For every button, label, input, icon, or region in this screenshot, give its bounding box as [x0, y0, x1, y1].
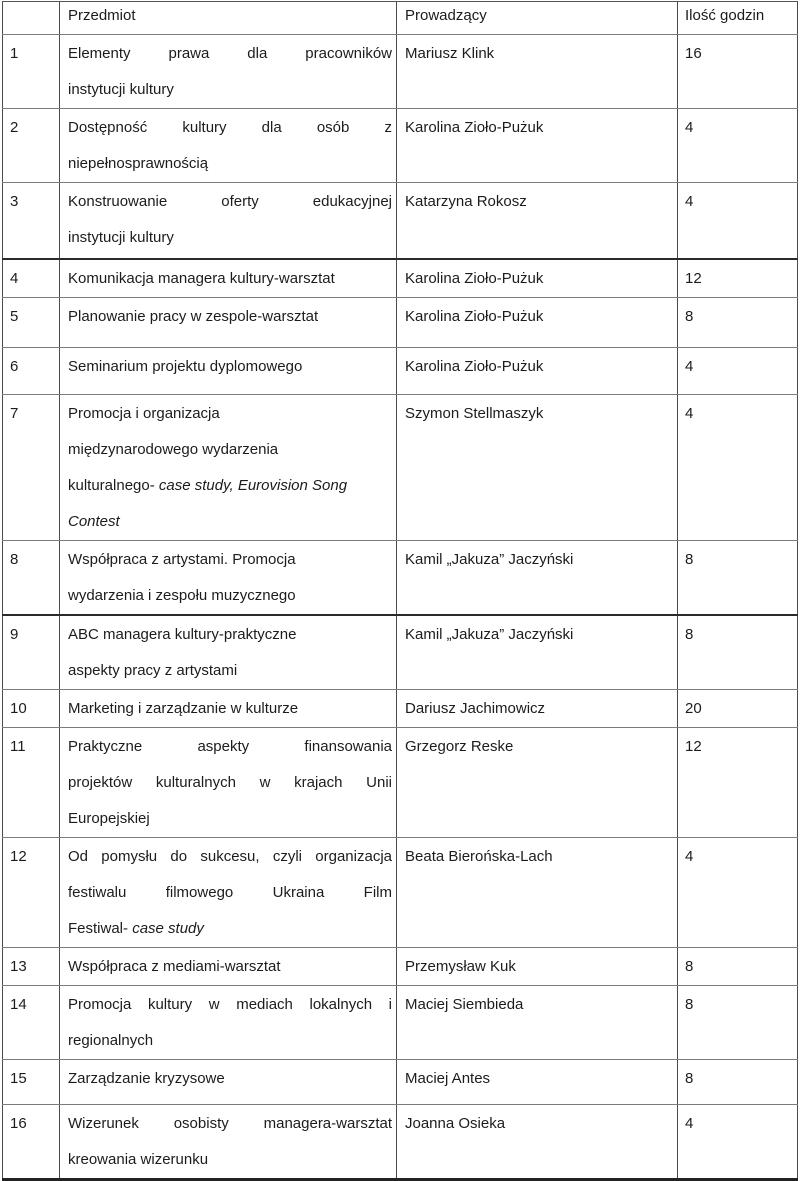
course-table — [2, 1, 798, 1181]
lecturer-cell: Karolina Zioło-Pużuk — [397, 347, 678, 394]
subject-line: Promocja kultury w mediach lokalnych i — [68, 995, 392, 1013]
subject-line: ABC managera kultury-praktyczne — [68, 625, 297, 643]
row-number-cell: 6 — [3, 347, 60, 394]
table-row — [3, 947, 798, 985]
lecturer-cell: Karolina Zioło-Pużuk — [397, 259, 678, 298]
table-row — [3, 727, 798, 837]
table-body — [3, 35, 798, 1180]
row-number-cell: 9 — [3, 615, 60, 690]
hours-cell: 8 — [678, 297, 798, 347]
hours-cell: 16 — [678, 35, 798, 109]
subject-line: Promocja i organizacja — [68, 404, 220, 422]
hours-cell: 4 — [678, 183, 798, 259]
subject-line: Wizerunek osobisty managera-warsztat — [68, 1114, 392, 1132]
row-number-cell: 15 — [3, 1059, 60, 1104]
subject-cell — [60, 540, 397, 615]
subject-line: festiwalu filmowego Ukraina Film — [68, 883, 392, 901]
table-row — [3, 837, 798, 947]
subject-cell — [60, 183, 397, 259]
hours-cell: 8 — [678, 615, 798, 690]
hours-cell: 4 — [678, 837, 798, 947]
subject-line: Contest — [68, 512, 120, 530]
header-row — [3, 2, 798, 35]
row-number-cell: 16 — [3, 1104, 60, 1179]
table-row — [3, 985, 798, 1059]
table-row — [3, 394, 798, 540]
subject-cell — [60, 35, 397, 109]
header-lecturer: Prowadzący — [397, 2, 678, 35]
subject-line: kreowania wizerunku — [68, 1150, 209, 1168]
subject-line: Europejskiej — [68, 809, 150, 827]
lecturer-cell: Maciej Siembieda — [397, 985, 678, 1059]
lecturer-cell: Joanna Osieka — [397, 1104, 678, 1179]
hours-cell: 8 — [678, 1059, 798, 1104]
row-number-cell: 13 — [3, 947, 60, 985]
subject-line: Elementy prawa dla pracowników — [68, 45, 392, 62]
hours-cell: 12 — [678, 727, 798, 837]
table-row — [3, 689, 798, 727]
row-number-cell: 1 — [3, 35, 60, 109]
lecturer-cell: Karolina Zioło-Pużuk — [397, 297, 678, 347]
subject-line: Konstruowanie oferty edukacyjnej — [68, 193, 392, 210]
row-number-cell: 10 — [3, 689, 60, 727]
row-number-cell: 2 — [3, 109, 60, 183]
subject-line: Zarządzanie kryzysowe — [68, 1069, 225, 1087]
lecturer-cell: Karolina Zioło-Pużuk — [397, 109, 678, 183]
header-hours: Ilość godzin — [678, 2, 798, 35]
subject-line: Współpraca z mediami-warsztat — [68, 957, 281, 975]
subject-line: wydarzenia i zespołu muzycznego — [68, 586, 296, 604]
subject-cell — [60, 837, 397, 947]
lecturer-cell: Kamil „Jakuza” Jaczyński — [397, 540, 678, 615]
hours-cell: 8 — [678, 985, 798, 1059]
subject-cell — [60, 727, 397, 837]
table-row — [3, 35, 798, 109]
subject-line: Seminarium projektu dyplomowego — [68, 357, 303, 375]
subject-cell — [60, 394, 397, 540]
table-row — [3, 109, 798, 183]
header-subject: Przedmiot — [60, 2, 397, 35]
table-row — [3, 540, 798, 615]
subject-line: Marketing i zarządzanie w kulturze — [68, 699, 299, 717]
subject-cell — [60, 615, 397, 690]
row-number-cell: 3 — [3, 183, 60, 259]
row-number-cell: 8 — [3, 540, 60, 615]
subject-line: Dostępność kultury dla osób z — [68, 119, 392, 136]
subject-line: projektów kulturalnych w krajach Unii — [68, 773, 392, 791]
subject-cell — [60, 109, 397, 183]
hours-cell: 4 — [678, 347, 798, 394]
table-row — [3, 297, 798, 347]
subject-line: regionalnych — [68, 1031, 154, 1049]
row-number-cell: 11 — [3, 727, 60, 837]
subject-cell — [60, 347, 397, 394]
hours-cell: 4 — [678, 1104, 798, 1179]
lecturer-cell: Beata Bierońska-Lach — [397, 837, 678, 947]
subject-cell — [60, 689, 397, 727]
subject-line: Od pomysłu do sukcesu, czyli organizacja — [68, 847, 392, 865]
subject-cell — [60, 297, 397, 347]
subject-cell — [60, 985, 397, 1059]
subject-line: Praktyczne aspekty finansowania — [68, 737, 392, 755]
row-number-cell: 5 — [3, 297, 60, 347]
hours-cell: 4 — [678, 109, 798, 183]
subject-cell — [60, 947, 397, 985]
subject-line: instytucji kultury — [68, 81, 174, 98]
subject-line: Komunikacja managera kultury-warsztat — [68, 269, 335, 287]
lecturer-cell: Maciej Antes — [397, 1059, 678, 1104]
lecturer-cell: Dariusz Jachimowicz — [397, 689, 678, 727]
subject-line: Współpraca z artystami. Promocja — [68, 550, 296, 568]
lecturer-cell: Katarzyna Rokosz — [397, 183, 678, 259]
hours-cell: 8 — [678, 947, 798, 985]
subject-line: Festiwal- case study — [68, 919, 204, 937]
hours-cell: 8 — [678, 540, 798, 615]
hours-cell: 20 — [678, 689, 798, 727]
row-number-cell: 14 — [3, 985, 60, 1059]
subject-cell — [60, 1104, 397, 1179]
row-number-cell: 12 — [3, 837, 60, 947]
subject-line: kulturalnego- case study, Eurovision Song — [68, 476, 348, 494]
subject-cell — [60, 259, 397, 298]
hours-cell: 12 — [678, 259, 798, 298]
table-row — [3, 183, 798, 259]
subject-line: aspekty pracy z artystami — [68, 661, 238, 679]
lecturer-cell: Mariusz Klink — [397, 35, 678, 109]
header-number — [3, 2, 60, 35]
lecturer-cell: Kamil „Jakuza” Jaczyński — [397, 615, 678, 690]
lecturer-cell: Grzegorz Reske — [397, 727, 678, 837]
hours-cell: 4 — [678, 394, 798, 540]
table-row — [3, 1104, 798, 1179]
table-row — [3, 259, 798, 298]
row-number-cell: 4 — [3, 259, 60, 298]
lecturer-cell: Szymon Stellmaszyk — [397, 394, 678, 540]
row-number-cell: 7 — [3, 394, 60, 540]
subject-line: międzynarodowego wydarzenia — [68, 440, 279, 458]
lecturer-cell: Przemysław Kuk — [397, 947, 678, 985]
subject-line: niepełnosprawnością — [68, 155, 209, 172]
subject-cell — [60, 1059, 397, 1104]
subject-line: Planowanie pracy w zespole-warsztat — [68, 307, 319, 325]
table-row — [3, 347, 798, 394]
table-row — [3, 1059, 798, 1104]
subject-line: instytucji kultury — [68, 229, 174, 246]
table-row — [3, 615, 798, 690]
